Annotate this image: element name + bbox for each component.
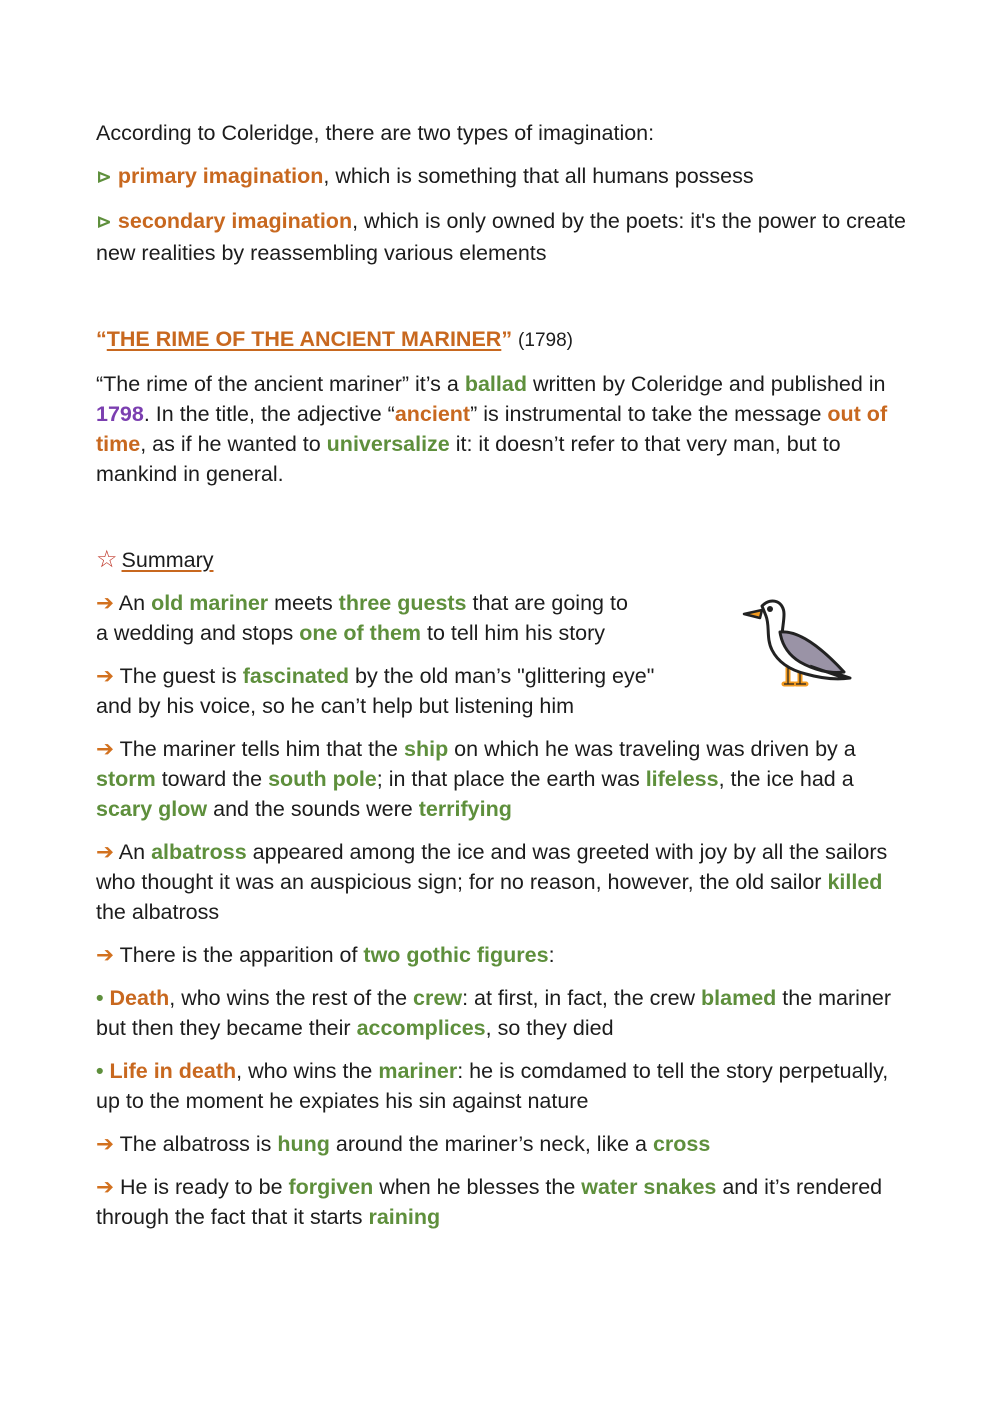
triangle-bullet-icon: ⊳ (96, 212, 112, 233)
secondary-imagination-term: secondary imagination (117, 209, 353, 233)
triangle-bullet-icon: ⊳ (96, 167, 112, 188)
star-icon: ☆ (96, 546, 118, 573)
summary-item-7: ➔ He is ready to be forgiven when he blesses the water snakes and it’s rendered through the fact that it starts raining (96, 1175, 883, 1229)
secondary-imagination-item: ⊳ secondary imagination, which is only owned by the poets: it's the power to create new realities by reassembling various elements (96, 209, 906, 265)
bullet-dot-icon: • (96, 986, 104, 1010)
arrow-icon: ➔ (96, 591, 115, 615)
rime-heading: “THE RIME OF THE ANCIENT MARINER” (1798) (96, 327, 573, 351)
summary-item-4: ➔ An albatross appeared among the ice and was greeted with joy by all the sailors who thought it was an auspicious sign; for no reason, however, the old sailor killed the albatross (96, 840, 888, 924)
arrow-icon: ➔ (96, 737, 115, 761)
summary-item-1: ➔ An old mariner meets three guests that are going to a wedding and stops one of them to tell him his story (96, 591, 628, 645)
arrow-icon: ➔ (96, 840, 115, 864)
life-in-death-item: • Life in death, who wins the mariner: he is comdamed to tell the story perpetually, up to the moment he expiates his sin against nature (96, 1059, 889, 1113)
summary-item-3: ➔ The mariner tells him that the ship on which he was traveling was driven by a storm toward the south pole; in that place the earth was lifeless, the ice had a scary glow and the sounds were terrifying (96, 737, 856, 821)
summary-item-5: ➔ There is the apparition of two gothic figures: (96, 943, 555, 967)
imagination-intro: According to Coleridge, there are two types of imagination: (96, 121, 655, 145)
arrow-icon: ➔ (96, 943, 115, 967)
summary-label: Summary (121, 548, 214, 572)
death-item: • Death, who wins the rest of the crew: at first, in fact, the crew blamed the mariner but then they became their accomplices, so they died (96, 986, 892, 1040)
seagull-icon (740, 592, 855, 690)
bullet-dot-icon: • (96, 1059, 104, 1083)
summary-item-2: ➔ The guest is fascinated by the old man’s "glittering eye" and by his voice, so he can’t help but listening him (96, 664, 655, 718)
summary-item-6: ➔ The albatross is hung around the mariner’s neck, like a cross (96, 1132, 711, 1156)
arrow-icon: ➔ (96, 664, 115, 688)
primary-imagination-item: ⊳ primary imagination, which is something that all humans possess (96, 164, 754, 188)
arrow-icon: ➔ (96, 1132, 115, 1156)
rime-year: (1798) (518, 330, 573, 351)
rime-title: THE RIME OF THE ANCIENT MARINER (106, 327, 502, 351)
rime-paragraph: “The rime of the ancient mariner” it’s a ballad written by Coleridge and published in 1798. In the title, the adjective “ancient” is instrumental to take the message out of time, as if he wanted to universalize it: it doesn’t refer to that very man, but to mankind in general. (96, 372, 888, 486)
primary-imagination-term: primary imagination (117, 164, 324, 188)
arrow-icon: ➔ (96, 1175, 115, 1199)
summary-heading (96, 545, 911, 575)
